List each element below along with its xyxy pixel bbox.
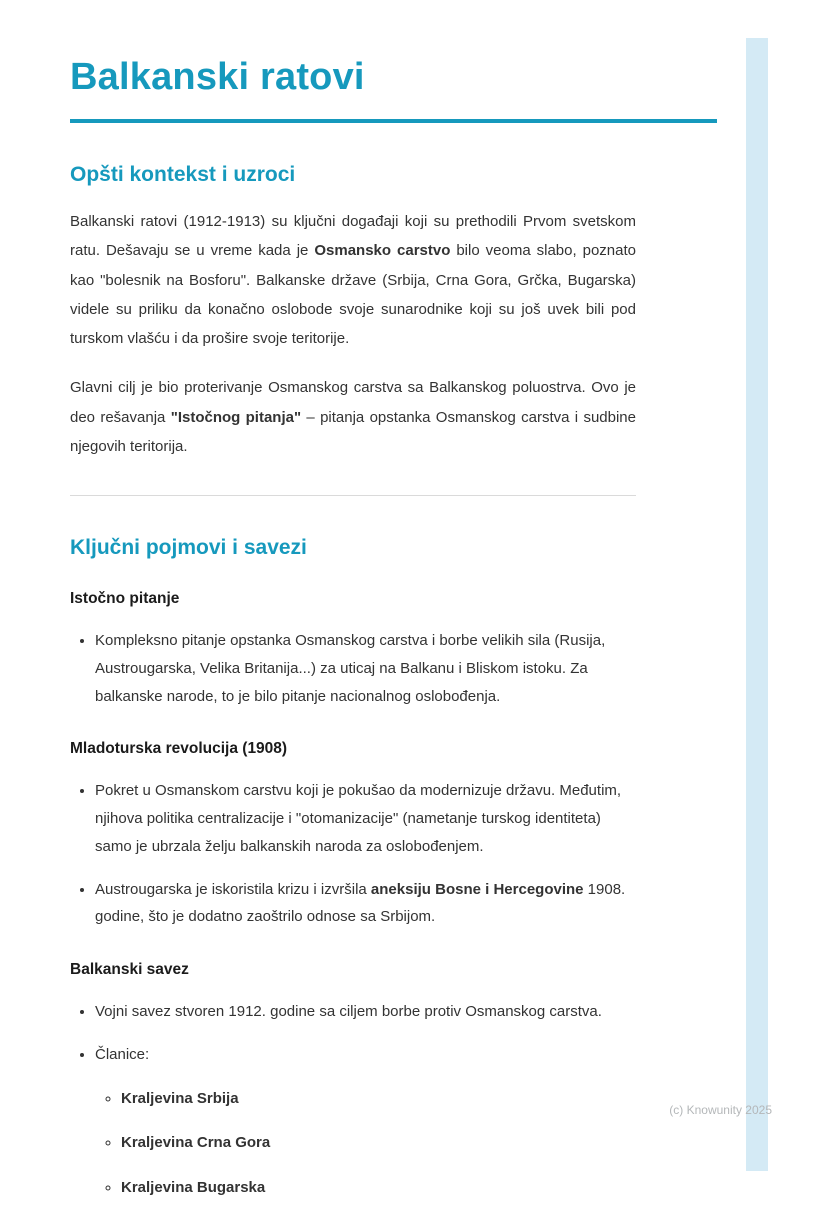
list-item (121, 1085, 636, 1113)
section-heading: Opšti kontekst i uzroci (70, 163, 296, 186)
list-item (95, 777, 636, 860)
bullet-list (70, 627, 636, 710)
subsection-heading: Balkanski savez (70, 961, 189, 978)
subsection-balkanski-savez (70, 961, 636, 1202)
list-item-text: Vojni savez stvoren 1912. godine sa ciljem borbe protiv Osmanskog carstva. (95, 1003, 602, 1020)
section-context (70, 163, 636, 461)
list-item-text: Članice: (95, 1045, 150, 1063)
subsection-mladoturska-revolucija (70, 740, 636, 931)
list-item (95, 876, 636, 932)
list-item (121, 1129, 636, 1157)
footer-credit: (c) Knowunity 2025 (669, 1103, 772, 1117)
bullet-list (70, 998, 636, 1202)
page-title: Balkanski ratovi (70, 56, 365, 98)
paragraph: Glavni cilj je bio proterivanje Osmanskog carstva sa Balkanskog poluostrva. Ovo je deo rešavanja "Istočnog pitanja" – pitanja opstanka Osmanskog carstva i sudbine njegovih teritorija. (70, 379, 636, 455)
section-key-terms (70, 536, 636, 1202)
title-underline (70, 119, 717, 123)
list-item-text: Austrougarska je iskoristila krizu i izvršila aneksiju Bosne i Hercegovine 1908. godine, što je dodatno zaoštrilo odnose sa Srbijom. (95, 880, 626, 926)
sub-bullet-list (95, 1085, 636, 1202)
list-item (95, 627, 636, 710)
list-item (95, 1041, 636, 1202)
list-item (95, 998, 636, 1026)
section-divider (70, 495, 636, 496)
paragraph: Balkanski ratovi (1912-1913) su ključni događaji koji su prethodili Prvom svetskom ratu. Dešavaju se u vreme kada je Osmansko carstvo bilo veoma slabo, poznato kao "bolesnik na Bosforu". Balkanske države (Srbija, Crna Gora, Grčka, Bugarska) videle su priliku da konačno oslobode svoje sunarodnike koji su još uvek bili pod turskom vlašću i da prošire svoje teritorije. (70, 213, 636, 347)
bullet-list (70, 777, 636, 931)
list-item-text: Kraljevina Bugarska (121, 1179, 266, 1196)
subsection-istocno-pitanje (70, 590, 636, 710)
subsection-heading: Istočno pitanje (70, 590, 180, 607)
side-stripe (746, 38, 768, 1171)
subsection-heading: Mladoturska revolucija (1908) (70, 740, 288, 758)
list-item (121, 1174, 636, 1202)
list-item-text: Kraljevina Crna Gora (121, 1134, 271, 1152)
document-page (70, 56, 636, 1219)
list-item-text: Pokret u Osmanskom carstvu koji je pokušao da modernizuje državu. Međutim, njihova politika centralizacije i "otomanizacije" (nametanje turskog identiteta) samo je ubrzala želju balkanskih naroda za oslobođenjem. (95, 782, 622, 855)
list-item-text: Kompleksno pitanje opstanka Osmanskog carstva i borbe velikih sila (Rusija, Austrougarska, Velika Britanija...) za uticaj na Balkanu i Bliskom istoku. Za balkanske narode, to je bilo pitanje nacionalnog oslobođenja. (95, 632, 606, 705)
section-heading: Ključni pojmovi i savezi (70, 536, 307, 559)
list-item-text: Kraljevina Srbija (121, 1089, 239, 1107)
